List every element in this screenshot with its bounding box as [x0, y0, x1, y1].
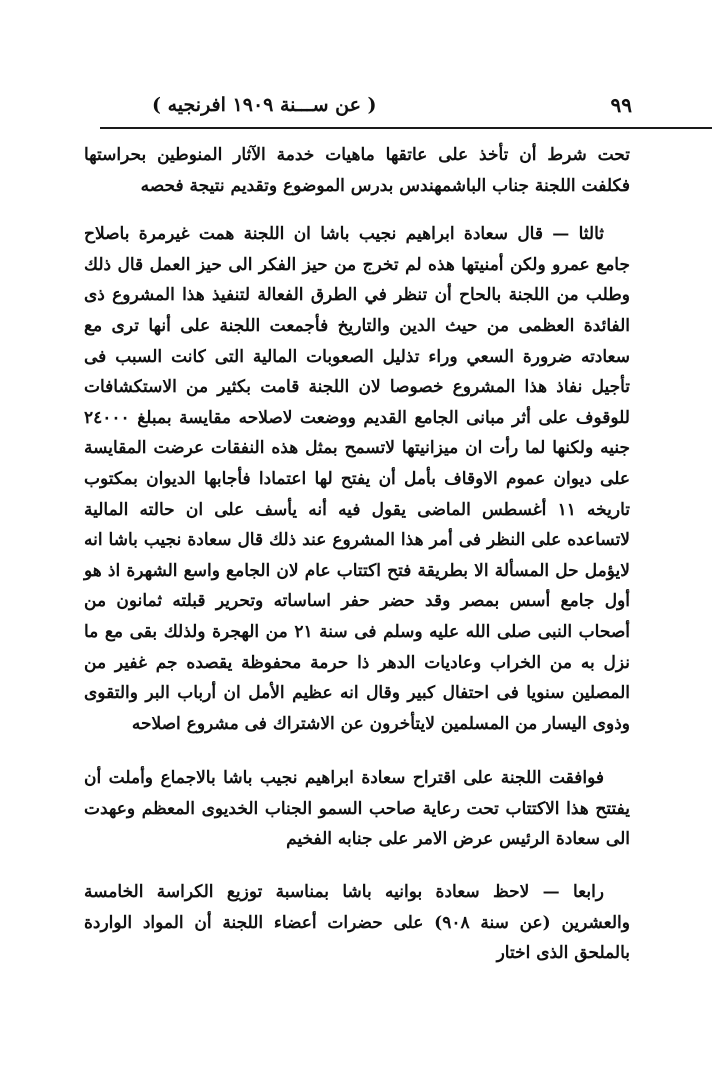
paragraph-third-item: ثالثا — قال سعادة ابراهيم نجيب باشا ان اللجنة همت غيرمرة باصلاح جامع عمرو ولكن أمنيتها هذه لم تخرج من حيز الفكر الى حيز العمل قال ذلك وطلب من اللجنة بالحاح أن تنظر في الطرق الفعالة لتنفيذ هذا المشروع ذى الفائدة العظمى من حيث الدين والتاريخ فأجمعت اللجنة على أنها ترى مع سعادته ضرورة السعي وراء تذليل الصعوبات المالية التى كانت السبب فى تأجيل نفاذ هذا المشروع خصوصا لان اللجنة قامت بكثير من الاستكشافات للوقوف على أثر مبانى الجامع القديم ووضعت لاصلاحه مقايسة بمبلغ ٢٤٠٠٠ جنيه ولكنها لما رأت ان ميزانيتها لاتسمح بمثل هذه النفقات عرضت المقايسة على ديوان عموم الاوقاف بأمل أن يفتح لها اعتمادا فأجابها الديوان بمكتوب تاريخه ١١ أغسطس الماضى يقول فيه أنه يأسف على ان حالته المالية لاتساعده على النظر فى أمر هذا المشروع عند ذلك قال سعادة نجيب باشا انه لايؤمل حل المسألة الا بطريقة فتح اكتتاب عام لان الجامع واسع الشهرة اذ هو أول جامع أسس بمصر وقد حضر حفر اساساته وتحرير قبلته ثمانون من أصحاب النبى صلى الله عليه وسلم فى سنة ٢١ من الهجرة ولذلك بقى مع ما نزل به من الخراب وعاديات الدهر ذا حرمة محفوظة يقصده جم غفير من المصلين سنويا فى احتفال كبير وقال انه عظيم الأمل ان أرباب البر والتقوى وذوى اليسار من المسلمين لايتأخرون عن الاشتراك فى مشروع اصلاحه: [84, 224, 630, 734]
paragraph-fourth-item: رابعا — لاحظ سعادة بوانيه باشا بمناسبة توزيع الكراسة الخامسة والعشرين (عن سنة ٩٠٨) على حضرات أعضاء اللجنة أن المواد الواردة بالملحق الذى اختار: [84, 882, 630, 964]
paragraph-approval: فوافقت اللجنة على اقتراح سعادة ابراهيم نجيب باشا بالاجماع وأملت أن يفتتح هذا الاكتتاب تحت رعاية صاحب السمو الجناب الخديوى المعظم وعهدت الى سعادة الرئيس عرض الامر على جنابه الفخيم: [84, 768, 630, 850]
page-number: ٩٩: [610, 93, 632, 117]
body-text: [84, 140, 630, 969]
header-rule: [100, 127, 712, 129]
paragraph-continuation: تحت شرط أن تأخذ على عاتقها ماهيات خدمة الآثار المنوطين بحراستها فكلفت اللجنة جناب الباشمهندس بدرس الموضوع وتقديم نتيجة فحصه: [84, 145, 630, 196]
running-head: ( عن ســـنة ١٩٠٩ افرنجيه ): [152, 94, 377, 116]
page-header: [112, 88, 632, 122]
